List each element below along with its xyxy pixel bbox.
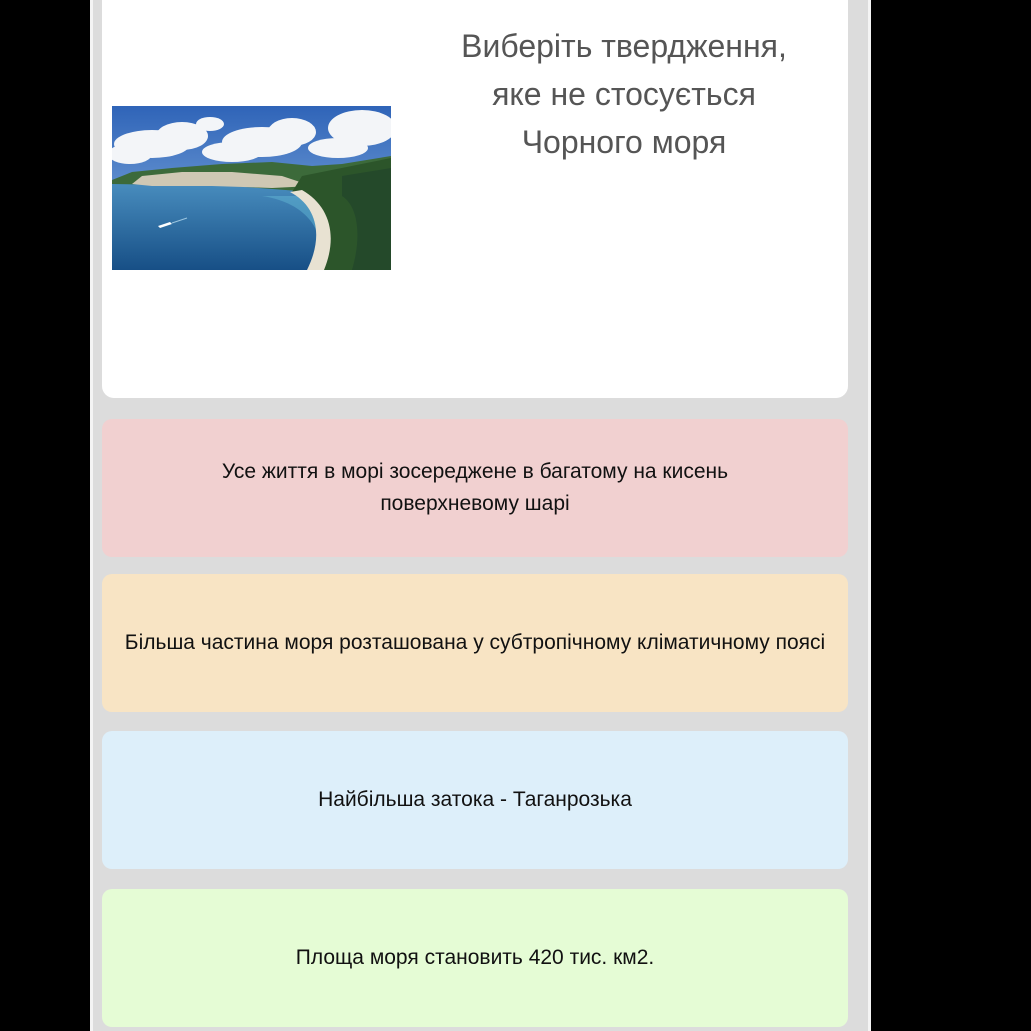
quiz-panel (90, 0, 871, 1031)
question-text: Виберіть твердження, яке не стосується Чорного моря (461, 28, 787, 160)
answer-option-1-label: Усе життя в морі зосереджене в багатому на кисень поверхневому шарі (221, 460, 729, 515)
answer-option-4-label: Площа моря становить 420 тис. км2. (295, 946, 655, 969)
answer-option-2[interactable] (102, 574, 848, 712)
answer-option-2-label: Більша частина моря розташована у субтропічному кліматичному поясі (124, 631, 826, 654)
answer-option-3-label: Найбільша затока - Таганрозька (318, 788, 632, 811)
black-sea-coast-photo (112, 106, 391, 270)
question-card (102, 0, 848, 398)
answer-option-3[interactable] (102, 731, 848, 869)
answer-option-1[interactable] (102, 419, 848, 557)
answer-option-4[interactable] (102, 889, 848, 1027)
